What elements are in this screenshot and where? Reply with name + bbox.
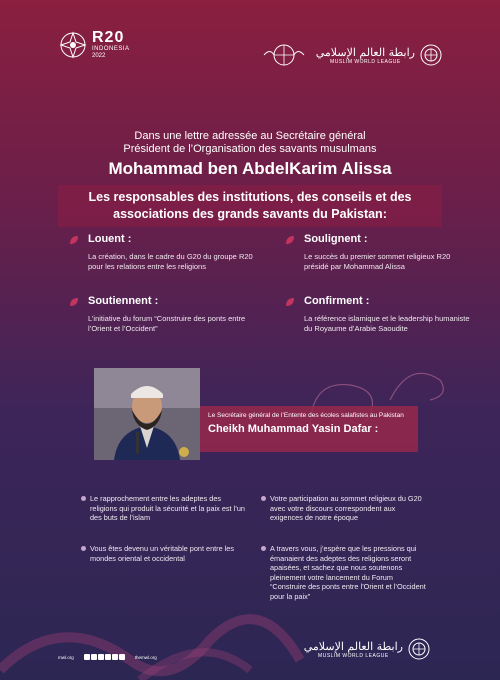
r20-year: 2022 xyxy=(92,53,106,59)
point-heading: Louent : xyxy=(88,233,132,245)
mwl-english-name: MUSLIM WORLD LEAGUE xyxy=(330,58,401,65)
point-confirm xyxy=(304,294,474,334)
r20-country: INDONESIA xyxy=(92,46,130,52)
partner-logos xyxy=(262,40,442,70)
point-praise xyxy=(88,232,258,272)
r20-emblem-icon xyxy=(58,30,88,60)
social-icons xyxy=(84,654,125,660)
bullet-dot-icon xyxy=(261,496,266,501)
point-heading: Confirment : xyxy=(304,295,370,307)
footer-links xyxy=(58,654,157,660)
footer-mwl-logo xyxy=(304,638,430,660)
point-text: La création, dans le cadre du G20 du groupe R20 pour les relations entre les religions xyxy=(88,252,253,271)
mwl-arabic-name: رابطة العالم الإسلامي xyxy=(315,45,415,59)
point-text: Le succès du premier sommet religieux R20 présidé par Mohammad Alissa xyxy=(304,252,451,271)
speaker-caption xyxy=(200,406,418,452)
speaker-photo xyxy=(94,368,200,460)
leaf-bullet-icon xyxy=(68,296,80,308)
point-heading: Soutiennent : xyxy=(88,295,159,307)
speaker-name: Cheikh Muhammad Yasin Dafar : xyxy=(208,423,379,435)
point-emphasize xyxy=(304,232,474,272)
quote-text: Vous êtes devenu un véritable pont entre les mondes oriental et occidental xyxy=(90,544,235,563)
mwl-arabic-name: رابطة العالم الإسلامي xyxy=(303,639,403,653)
telegram-icon[interactable] xyxy=(112,654,118,660)
quote-text: Le rapprochement entre les adeptes des religions qui produit la sécurité et la paix est l’un des buts de l’islam xyxy=(90,494,245,522)
footer-site-2[interactable]: themwl.org xyxy=(134,654,157,660)
mwl-english-name: MUSLIM WORLD LEAGUE xyxy=(318,652,389,659)
youtube-icon[interactable] xyxy=(105,654,111,660)
bullet-dot-icon xyxy=(81,496,86,501)
quote-text: Votre participation au sommet religieux du G20 avec votre discours correspondent aux exigences de notre époque xyxy=(270,494,422,522)
point-support xyxy=(88,294,258,334)
intro-line-1: Dans une lettre adressée au Secrétaire général xyxy=(134,130,366,142)
quote-item xyxy=(90,494,250,523)
point-heading: Soulignent : xyxy=(304,233,368,245)
speaker-role: Le Secrétaire général de l’Entente des écoles salafistes au Pakistan xyxy=(208,412,404,419)
footer-site-1[interactable]: mwl.org xyxy=(58,654,74,660)
mwl-logo xyxy=(316,44,442,66)
subject-banner: Les responsables des institutions, des conseils et des associations des grands savants du Pakistan: xyxy=(58,185,442,227)
snapchat-icon[interactable] xyxy=(119,654,125,660)
bullet-dot-icon xyxy=(261,546,266,551)
leaf-bullet-icon xyxy=(284,234,296,246)
quote-item xyxy=(270,544,430,601)
speaker-portrait xyxy=(94,368,200,460)
twitter-icon[interactable] xyxy=(91,654,97,660)
quote-text: A travers vous, j’espère que les pressions qui émanaient des adeptes des religions seront apaisées, et sachez que nous soutenons pleinement votre lancement du Forum “Construire des ponts entre l’Orient et l’Occident pour la paix” xyxy=(270,544,426,601)
leaf-bullet-icon xyxy=(68,234,80,246)
recipient-name: Mohammad ben AbdelKarim Alissa xyxy=(108,159,392,178)
intro-line-2: Président de l’Organisation des savants musulmans xyxy=(123,143,377,155)
bullet-dot-icon xyxy=(81,546,86,551)
mwl-emblem-icon xyxy=(408,638,430,660)
instagram-icon[interactable] xyxy=(98,654,104,660)
facebook-icon[interactable] xyxy=(84,654,90,660)
r20-title: R20 xyxy=(92,29,125,46)
mwl-emblem-icon xyxy=(420,44,442,66)
nahdlatul-ulama-logo-icon xyxy=(262,40,306,70)
quote-item xyxy=(270,494,430,523)
r20-logo xyxy=(58,30,130,60)
leaf-bullet-icon xyxy=(284,296,296,308)
point-text: La référence islamique et le leadership humaniste du Royaume d’Arabie Saoudite xyxy=(304,314,470,333)
header xyxy=(58,30,442,80)
intro xyxy=(0,130,500,180)
point-text: L’initiative du forum “Construire des ponts entre l’Orient et l’Occident” xyxy=(88,314,246,333)
quote-item xyxy=(90,544,250,563)
